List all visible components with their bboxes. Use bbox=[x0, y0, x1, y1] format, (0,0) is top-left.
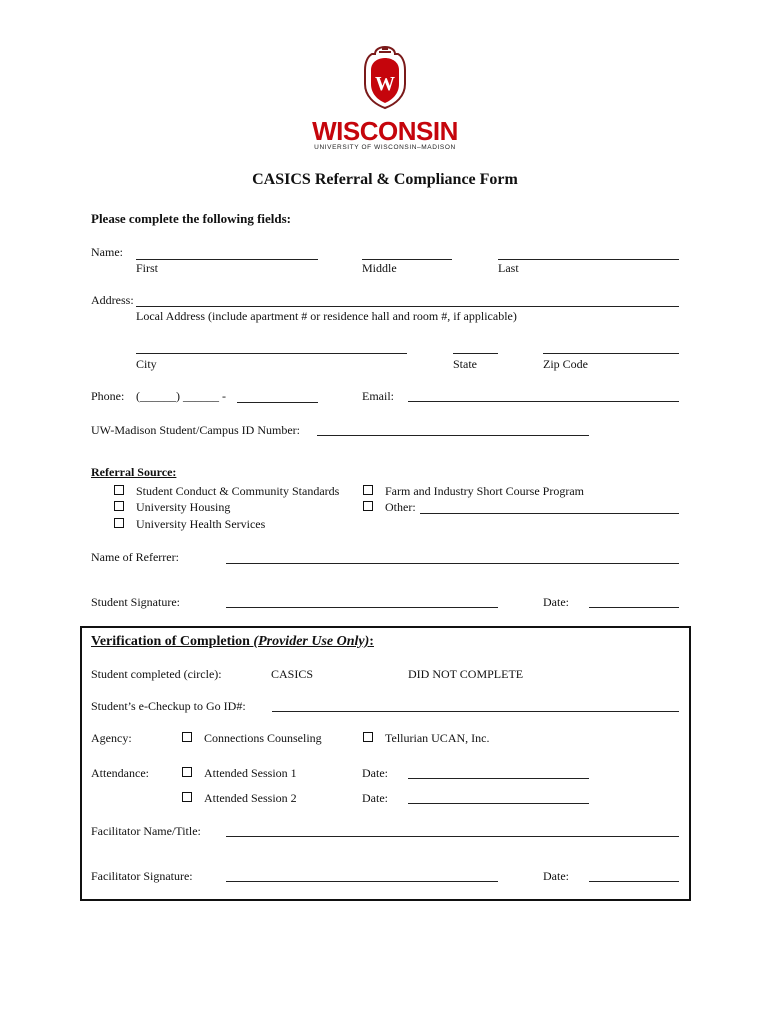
uw-crest-logo bbox=[362, 44, 408, 110]
echeckup-label: Student’s e-Checkup to Go ID#: bbox=[91, 699, 246, 713]
session2-date-field[interactable] bbox=[408, 803, 589, 804]
referral-checkbox-farm[interactable] bbox=[363, 485, 373, 495]
session1-checkbox[interactable] bbox=[182, 767, 192, 777]
agency-checkbox-connections[interactable] bbox=[182, 732, 192, 742]
address-label: Address: bbox=[91, 293, 134, 307]
email-field[interactable] bbox=[408, 401, 679, 402]
referral-checkbox-conduct[interactable] bbox=[114, 485, 124, 495]
first-name-field[interactable] bbox=[136, 259, 318, 260]
middle-caption: Middle bbox=[362, 261, 397, 275]
wisconsin-wordmark: WISCONSIN bbox=[312, 116, 458, 146]
attendance-label: Attendance: bbox=[91, 766, 149, 780]
zip-field[interactable] bbox=[543, 353, 679, 354]
signature-date-label: Date: bbox=[543, 595, 569, 609]
city-field[interactable] bbox=[136, 353, 407, 354]
referral-checkbox-housing[interactable] bbox=[114, 501, 124, 511]
facilitator-name-field[interactable] bbox=[226, 836, 679, 837]
email-label: Email: bbox=[362, 389, 394, 403]
facilitator-signature-label: Facilitator Signature: bbox=[91, 869, 193, 883]
referral-option-other: Other: bbox=[385, 500, 416, 514]
session2-checkbox[interactable] bbox=[182, 792, 192, 802]
referral-option-housing: University Housing bbox=[136, 500, 231, 514]
zip-caption: Zip Code bbox=[543, 357, 588, 371]
form-title: CASICS Referral & Compliance Form bbox=[252, 171, 518, 188]
student-id-field[interactable] bbox=[317, 435, 589, 436]
referrer-field[interactable] bbox=[226, 563, 679, 564]
address-field[interactable] bbox=[136, 306, 679, 307]
referral-checkbox-health[interactable] bbox=[114, 518, 124, 528]
session1-date-label: Date: bbox=[362, 766, 388, 780]
facilitator-date-label: Date: bbox=[543, 869, 569, 883]
referral-checkbox-other[interactable] bbox=[363, 501, 373, 511]
state-caption: State bbox=[453, 357, 477, 371]
facilitator-name-label: Facilitator Name/Title: bbox=[91, 824, 201, 838]
first-caption: First bbox=[136, 261, 159, 275]
verification-heading bbox=[91, 634, 374, 650]
state-field[interactable] bbox=[453, 353, 498, 354]
referral-option-conduct: Student Conduct & Community Standards bbox=[136, 484, 340, 498]
middle-name-field[interactable] bbox=[362, 259, 452, 260]
agency-label: Agency: bbox=[91, 731, 132, 745]
student-signature-field[interactable] bbox=[226, 607, 498, 608]
session1-label: Attended Session 1 bbox=[204, 766, 297, 780]
completed-label: Student completed (circle): bbox=[91, 667, 222, 681]
session2-date-label: Date: bbox=[362, 791, 388, 805]
phone-format: (______) ______ - bbox=[136, 389, 226, 403]
university-subtitle: UNIVERSITY OF WISCONSIN–MADISON bbox=[314, 144, 456, 151]
city-caption: City bbox=[136, 357, 157, 371]
referral-source-heading: Referral Source: bbox=[91, 465, 177, 479]
agency-checkbox-tellurian[interactable] bbox=[363, 732, 373, 742]
verification-heading-text: Verification of Completion bbox=[91, 634, 254, 649]
session1-date-field[interactable] bbox=[408, 778, 589, 779]
last-name-field[interactable] bbox=[498, 259, 679, 260]
phone-field[interactable] bbox=[237, 402, 318, 403]
signature-date-field[interactable] bbox=[589, 607, 679, 608]
completed-option-casics[interactable]: CASICS bbox=[271, 667, 314, 681]
other-referral-field[interactable] bbox=[420, 513, 679, 514]
referral-option-farm: Farm and Industry Short Course Program bbox=[385, 484, 584, 498]
student-id-label: UW-Madison Student/Campus ID Number: bbox=[91, 423, 300, 437]
last-caption: Last bbox=[498, 261, 519, 275]
referrer-label: Name of Referrer: bbox=[91, 550, 179, 564]
address-hint: Local Address (include apartment # or residence hall and room #, if applicable) bbox=[136, 309, 517, 323]
provider-use-only: (Provider Use Only) bbox=[253, 634, 370, 649]
completed-option-did-not-complete[interactable]: DID NOT COMPLETE bbox=[408, 667, 524, 681]
name-label: Name: bbox=[91, 245, 123, 259]
student-signature-label: Student Signature: bbox=[91, 595, 180, 609]
phone-label: Phone: bbox=[91, 389, 125, 403]
session2-label: Attended Session 2 bbox=[204, 791, 297, 805]
echeckup-id-field[interactable] bbox=[272, 711, 679, 712]
verification-heading-colon: : bbox=[369, 634, 374, 649]
agency-option-tellurian: Tellurian UCAN, Inc. bbox=[385, 731, 490, 745]
referral-option-health: University Health Services bbox=[136, 517, 266, 531]
instructions: Please complete the following fields: bbox=[91, 211, 292, 226]
facilitator-date-field[interactable] bbox=[589, 881, 679, 882]
agency-option-connections: Connections Counseling bbox=[204, 731, 322, 745]
facilitator-signature-field[interactable] bbox=[226, 881, 498, 882]
svg-text:W: W bbox=[375, 73, 395, 95]
